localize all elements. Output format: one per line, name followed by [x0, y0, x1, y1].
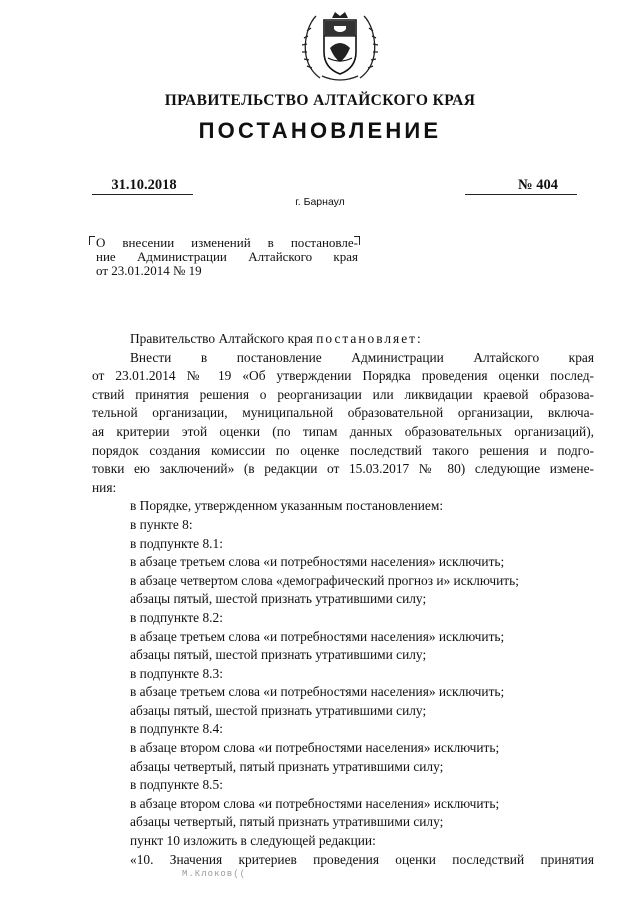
- body-line: абзацы пятый, шестой признать утратившими силу;: [130, 591, 427, 607]
- body-line: «10. Значения критериев проведения оценки последствий принятия: [130, 851, 594, 867]
- body-line: в подпункте 8.5:: [130, 777, 223, 793]
- body-line: в подпункте 8.1:: [130, 535, 223, 551]
- body-line: пункт 10 изложить в следующей редакции:: [130, 833, 376, 849]
- body-line: тельной организации, муниципальной образовательной организации, включа-: [92, 405, 594, 421]
- subject-line: ние Администрации Алтайского края: [96, 249, 358, 264]
- document-subject: [96, 236, 358, 278]
- body-line: абзацы четвертый, пятый признать утратившими силу;: [130, 814, 444, 830]
- body-line: порядок создания комиссии по оценке последствий такого решения и подго-: [92, 442, 594, 458]
- subject-line: О внесении изменений в постановле-: [96, 235, 358, 250]
- government-name: ПРАВИТЕЛЬСТВО АЛТАЙСКОГО КРАЯ: [164, 92, 476, 109]
- subject-line: от 23.01.2014 № 19: [96, 263, 202, 278]
- body-line: в абзаце третьем слова «и потребностями населения» исключить;: [130, 628, 505, 644]
- body-line: от 23.01.2014 № 19 «Об утверждении Порядка проведения оценки послед-: [92, 368, 594, 384]
- body-line: в абзаце втором слова «и потребностями населения» исключить;: [130, 795, 500, 811]
- preamble-lead: Правительство Алтайского края: [130, 331, 317, 346]
- document-city: г. Барнаул: [295, 196, 345, 208]
- body-line: в подпункте 8.2:: [130, 609, 223, 625]
- subject-bracket-left: [89, 236, 95, 245]
- body-line: в абзаце втором слова «и потребностями населения» исключить;: [130, 740, 500, 756]
- altai-krai-coat-of-arms-icon: [298, 8, 382, 82]
- document-date: 31.10.2018: [111, 177, 177, 193]
- preamble: [92, 330, 594, 349]
- body-line: Внести в постановление Администрации Алтайского края: [130, 349, 594, 365]
- body-line: абзацы пятый, шестой признать утратившими силу;: [130, 647, 427, 663]
- body-line: в Порядке, утвержденном указанным постановлением:: [130, 498, 444, 514]
- body-line: ствий принятия решения о реорганизации или ликвидации краевой образова-: [92, 386, 594, 402]
- body-line: в абзаце третьем слова «и потребностями населения» исключить;: [130, 554, 505, 570]
- preamble-verb: постановляет:: [316, 331, 423, 346]
- body-line: в пункте 8:: [130, 516, 193, 532]
- document-body: [92, 330, 594, 869]
- document-number: № 404: [518, 177, 558, 193]
- body-line: абзацы четвертый, пятый признать утратившими силу;: [130, 758, 444, 774]
- number-underline: [465, 194, 577, 195]
- body-line: в подпункте 8.3:: [130, 665, 223, 681]
- body-line: товки ею заключений» (в редакции от 15.03.2017 № 80) следующие измене-: [92, 461, 594, 477]
- body-line: ая критерии этой оценки (по типам данных образовательных организаций),: [92, 423, 594, 439]
- body-line: ния:: [92, 479, 117, 495]
- body-line: в абзаце третьем слова «и потребностями населения» исключить;: [130, 684, 505, 700]
- body-line: в подпункте 8.4:: [130, 721, 223, 737]
- body-line: абзацы пятый, шестой признать утратившими силу;: [130, 702, 427, 718]
- document-type: ПОСТАНОВЛЕНИЕ: [198, 118, 442, 143]
- body-line: в абзаце четвертом слова «демографический прогноз и» исключить;: [130, 572, 519, 588]
- date-underline: [92, 194, 193, 195]
- footer-stamp: М.Клоков((: [182, 869, 247, 879]
